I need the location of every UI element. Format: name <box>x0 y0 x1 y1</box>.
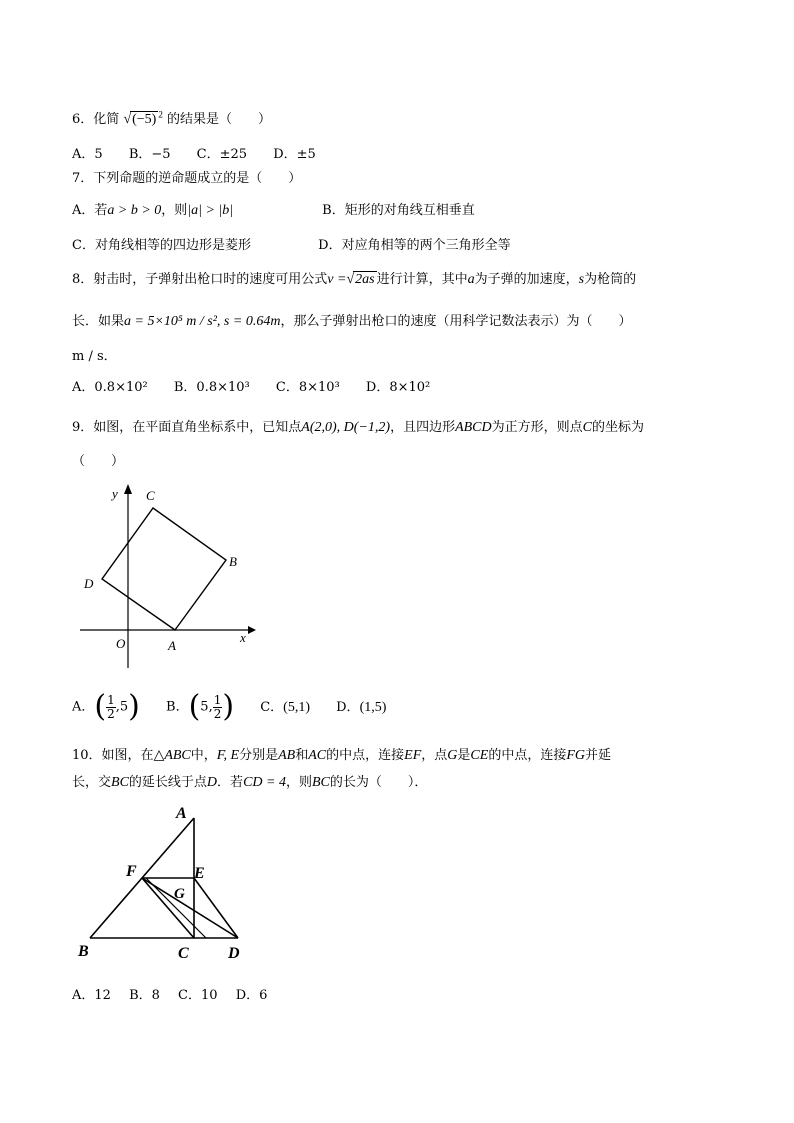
q9-options <box>72 689 408 724</box>
q7-option-b[interactable]: B．矩形的对角线互相垂直 <box>322 203 475 218</box>
q9-figure <box>80 480 270 670</box>
q10-options <box>72 984 289 1003</box>
q7-option-d[interactable]: D．对应角相等的两个三角形全等 <box>318 238 511 253</box>
q7-options-ab <box>72 199 475 219</box>
label-c: C <box>178 945 189 962</box>
q6-options <box>72 143 338 162</box>
q6-option-c[interactable]: C．±25 <box>196 147 248 162</box>
square-abcd <box>102 508 226 630</box>
q8-line2: 长．如果a = 5×10⁵ m / s², s = 0.64m，那么子弹射出枪口的速度（用科学记数法表示）为（ ） <box>72 314 632 329</box>
q8-option-c[interactable]: C．8×10³ <box>275 380 340 395</box>
label-b: B <box>78 943 89 960</box>
q9-option-b[interactable]: B．(5, $\frac{1}{2}$ ) <box>166 689 235 724</box>
q6-option-a[interactable]: A．5 <box>72 147 103 162</box>
q8-options <box>72 376 452 395</box>
q9-line1: 9．如图，在平面直角坐标系中，已知点A(2,0), D(−1,2)，且四边形ABCD为正方形，则点C的坐标为 <box>72 420 645 435</box>
segment-ed <box>194 878 238 938</box>
label-o: O <box>116 636 126 651</box>
q8-option-b[interactable]: B．0.8×10³ <box>173 380 250 395</box>
q9-option-c[interactable]: C．(5,1) <box>260 699 310 715</box>
label-g: G <box>174 886 185 902</box>
q9-option-a[interactable]: A．( $\frac{1}{2}$ ,5) <box>72 689 140 724</box>
q10-line2: 长，交BC的延长线于点D．若CD = 4，则BC的长为（ ）． <box>72 775 428 790</box>
q10-figure <box>76 800 266 966</box>
y-axis-arrow <box>124 484 132 494</box>
label-c: C <box>146 488 155 503</box>
label-d: D <box>228 945 240 962</box>
q9-option-d[interactable]: D．(1,5) <box>336 699 387 715</box>
x-axis-arrow <box>248 626 256 634</box>
q6-stem: 6．化简 √(−5) $^2$ 的结果是（ ） <box>72 109 272 127</box>
label-y: y <box>112 486 118 501</box>
q10-line1: 10．如图，在△ABC中，F, E分别是AB和AC的中点，连接EF，点G是CE的中点，连接FG并延 <box>72 748 612 763</box>
label-e: E <box>194 865 205 882</box>
label-a: A <box>168 638 176 653</box>
q8-line3: m / s． <box>72 349 117 364</box>
q6-option-b[interactable]: B．−5 <box>128 147 171 162</box>
label-b: B <box>229 554 237 569</box>
q8-line1: 8．射击时，子弹射出枪口时的速度可用公式v =√2as 进行计算，其中a为子弹的加速度，s为枪筒的 <box>72 272 637 287</box>
label-x: x <box>240 630 246 645</box>
q7-options-cd <box>72 234 511 253</box>
q10-option-c[interactable]: C．10 <box>178 988 218 1003</box>
q7-option-a[interactable]: A．若a > b > 0，则|a| > |b| <box>72 203 234 218</box>
segment-fd <box>142 878 238 938</box>
q8-option-d[interactable]: D．8×10² <box>365 380 431 395</box>
label-a: A <box>176 805 187 822</box>
q8-option-a[interactable]: A．0.8×10² <box>72 380 148 395</box>
q6-option-d[interactable]: D．±5 <box>273 147 316 162</box>
q10-option-a[interactable]: A．12 <box>72 988 111 1003</box>
q10-option-b[interactable]: B．8 <box>129 988 160 1003</box>
segment-fc <box>142 878 194 938</box>
label-d: D <box>84 576 94 591</box>
q7-stem: 7．下列命题的逆命题成立的是（ ） <box>72 171 302 186</box>
q9-line2: （ ） <box>72 454 125 469</box>
q10-option-d[interactable]: D．6 <box>235 988 268 1003</box>
label-f: F <box>126 863 137 880</box>
q7-option-c[interactable]: C．对角线相等的四边形是菱形 <box>72 238 251 253</box>
